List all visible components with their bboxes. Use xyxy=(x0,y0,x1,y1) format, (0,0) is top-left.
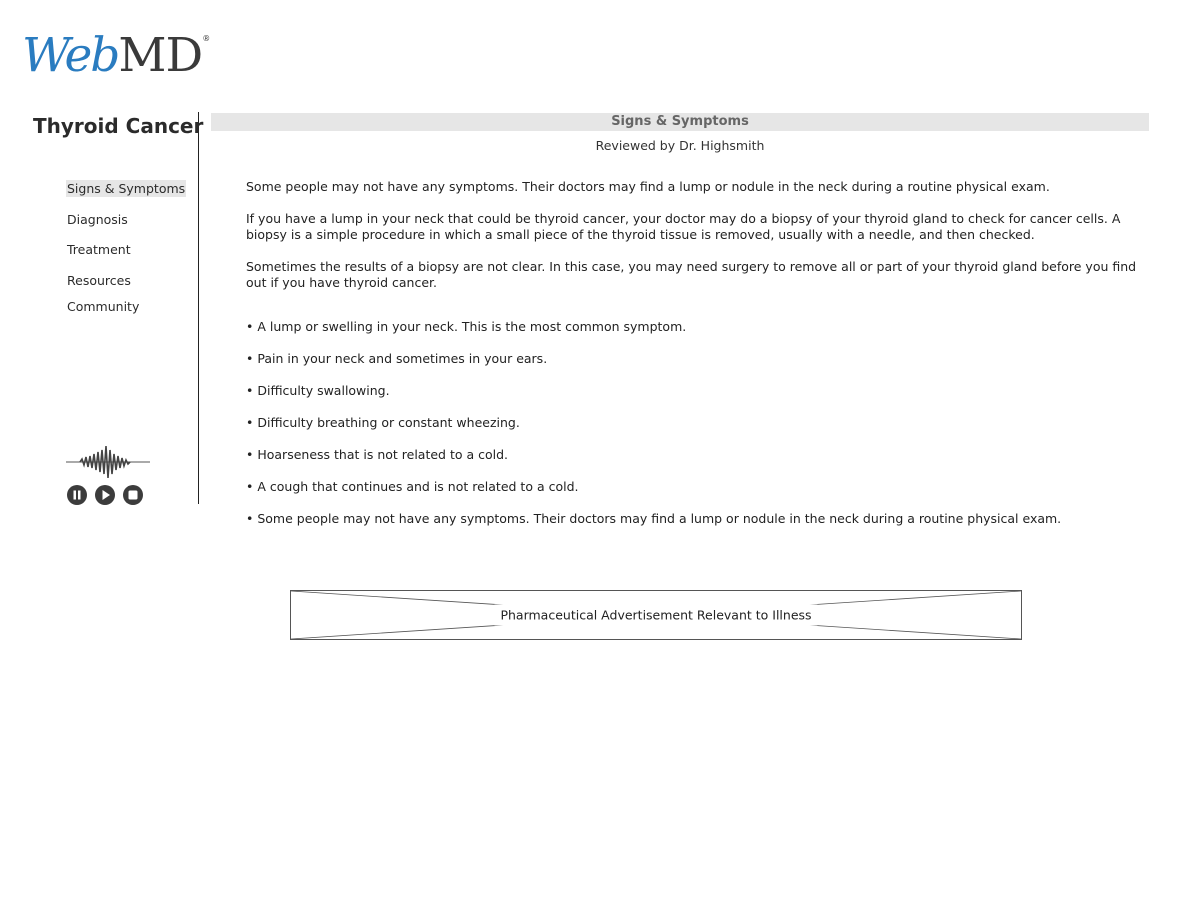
logo-md-text: MD xyxy=(118,28,203,83)
paragraph: If you have a lump in your neck that could be thyroid cancer, your doctor may do a biopsy of your thyroid gland to check for cancer cells. A biopsy is a simple procedure in which a small piece of the thyroid tissue is removed, usually with a needle, and then checked. xyxy=(246,211,1121,242)
pause-button[interactable] xyxy=(67,485,87,505)
sidebar-item-signs-symptoms[interactable]: Signs & Symptoms xyxy=(67,181,186,196)
symptom-list-item: • Difficulty swallowing. xyxy=(246,383,390,398)
symptom-list-item: • A lump or swelling in your neck. This is the most common symptom. xyxy=(246,319,687,334)
advertisement-label: Pharmaceutical Advertisement Relevant to Illness xyxy=(494,605,817,626)
symptom-list-item: • Difficulty breathing or constant wheezing. xyxy=(246,415,520,430)
webmd-logo[interactable] xyxy=(22,28,214,86)
sidebar-item-resources[interactable]: Resources xyxy=(67,273,131,288)
symptom-list-item: • Pain in your neck and sometimes in your ears. xyxy=(246,351,548,366)
reviewer-credit: Reviewed by Dr. Highsmith xyxy=(595,138,765,153)
symptom-list-item: • Hoarseness that is not related to a cold. xyxy=(246,447,509,462)
main-content xyxy=(211,113,1149,526)
section-title: Signs & Symptoms xyxy=(211,113,1149,131)
logo-web-text: Web xyxy=(22,28,119,83)
play-icon xyxy=(95,485,115,505)
advertisement-banner[interactable] xyxy=(290,590,1022,640)
sidebar xyxy=(0,112,204,504)
symptom-list-item: • A cough that continues and is not related to a cold. xyxy=(246,479,579,494)
waveform-icon xyxy=(66,442,150,482)
pause-icon xyxy=(67,485,87,505)
paragraph: Sometimes the results of a biopsy are not clear. In this case, you may need surgery to remove all or part of your thyroid gland before you find out if you have thyroid cancer. xyxy=(246,259,1137,290)
symptom-list-item: • Some people may not have any symptoms. Their doctors may find a lump or nodule in the neck during a routine physical exam. xyxy=(246,511,1062,526)
stop-button[interactable] xyxy=(123,485,143,505)
play-button[interactable] xyxy=(95,485,115,505)
logo-registered-mark: ® xyxy=(202,34,211,43)
sidebar-title: Thyroid Cancer xyxy=(33,114,204,138)
audio-player xyxy=(66,442,150,506)
sidebar-item-community[interactable]: Community xyxy=(67,299,140,314)
stop-icon xyxy=(123,485,143,505)
paragraph: Some people may not have any symptoms. Their doctors may find a lump or nodule in the neck during a routine physical exam. xyxy=(246,179,1050,194)
sidebar-item-treatment[interactable]: Treatment xyxy=(67,242,131,257)
sidebar-item-diagnosis[interactable]: Diagnosis xyxy=(67,212,128,227)
